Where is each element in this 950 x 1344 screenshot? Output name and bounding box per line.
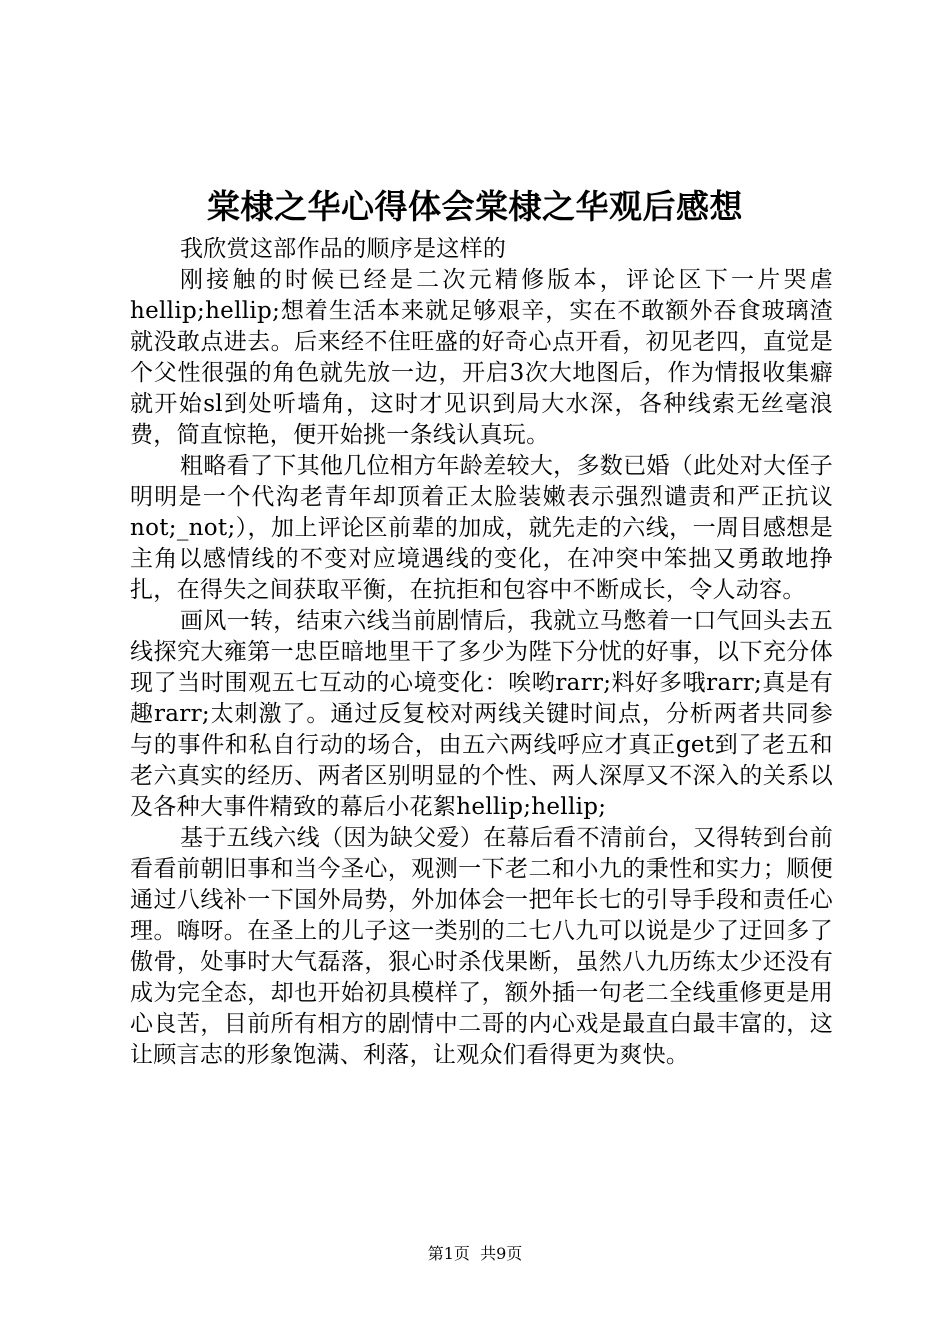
document-title: 棠棣之华心得体会棠棣之华观后感想 xyxy=(207,187,743,226)
paragraph: 粗略看了下其他几位相方年龄差较大，多数已婚（此处对大侄子明明是一个代沟老青年却顶着正太脸装嫩表示强烈谴责和严正抗议not;_not;），加上评论区前辈的加成，就先走的六线，一周目感想是主角以感情线的不变对应境遇线的变化，在冲突中笨拙又勇敢地挣扎，在得失之间获取平衡，在抗拒和包容中不断成长，令人动容。 xyxy=(130,453,833,603)
paragraph: 基于五线六线（因为缺父爱）在幕后看不清前台，又得转到台前看看前朝旧事和当今圣心，观测一下老二和小九的秉性和实力；顺便通过八线补一下国外局势，外加体会一把年长七的引导手段和责任心理。嗨呀。在圣上的儿子这一类别的二七八九可以说是少了迂回多了傲骨，处事时大气磊落，狠心时杀伐果断，虽然八九历练太少还没有成为完全态，却也开始初具模样了，额外插一句老二全线重修更是用心良苦，目前所有相方的剧情中二哥的内心戏是最直白最丰富的，这让顾言志的形象饱满、利落，让观众们看得更为爽快。 xyxy=(130,825,833,1068)
page-footer: 第1页 共9页 xyxy=(427,1244,523,1263)
paragraph: 我欣赏这部作品的顺序是这样的 xyxy=(180,236,507,262)
paragraph: 画风一转，结束六线当前剧情后，我就立马憋着一口气回头去五线探究大雍第一忠臣暗地里干了多少为陛下分忧的好事，以下充分体现了当时围观五七互动的心境变化：唉哟rarr;料好多哦rarr;真是有趣rarr;太刺激了。通过反复校对两线关键时间点，分析两者共同参与的事件和私自行动的场合，由五六两线呼应才真正get到了老五和老六真实的经历、两者区别明显的个性、两人深厚又不深入的关系以及各种大事件精致的幕后小花絮hellip;hellip; xyxy=(130,608,833,820)
document-body xyxy=(130,234,833,1071)
paragraph: 刚接触的时候已经是二次元精修版本，评论区下一片哭虐hellip;hellip;想着生活本来就足够艰辛，实在不敢额外吞食玻璃渣就没敢点进去。后来经不住旺盛的好奇心点开看，初见老四，直觉是个父性很强的角色就先放一边，开启3次大地图后，作为情报收集癖就开始sl到处听墙角，这时才见识到局大水深，各种线索无丝毫浪费，简直惊艳，便开始挑一条线认真玩。 xyxy=(130,267,833,448)
